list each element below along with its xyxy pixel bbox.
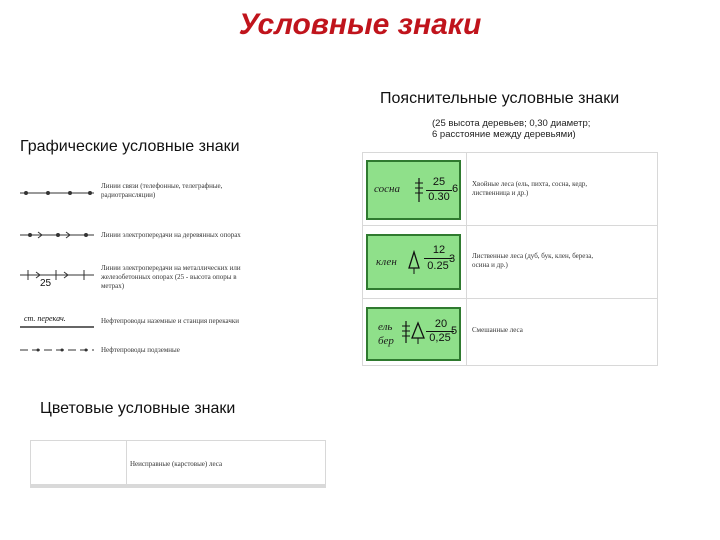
pole-height-value: 25 bbox=[40, 278, 52, 289]
species-label: сосна bbox=[374, 183, 400, 195]
oil-pipeline-underground-icon bbox=[18, 346, 96, 354]
species-label-2: бер bbox=[378, 335, 394, 347]
tree-spacing: 6 bbox=[451, 183, 459, 195]
communication-line-icon bbox=[18, 188, 96, 198]
legend-label: Линии связи (телефонные, телеграфные, радиотрансляции) bbox=[101, 182, 223, 199]
tree-spacing: 3 bbox=[448, 253, 456, 265]
power-line-metal-icon bbox=[18, 270, 96, 280]
tree-height: 12 bbox=[432, 244, 446, 256]
oil-pipeline-surface-icon bbox=[18, 324, 96, 330]
graphic-heading: Графические условные знаки bbox=[20, 138, 240, 155]
explanatory-note: (25 высота деревьев; 0,30 диаметр; 6 расстояние между деревьями) bbox=[432, 118, 591, 140]
mixed-description: Смешанные леса bbox=[472, 326, 523, 334]
species-label: ель bbox=[378, 321, 393, 333]
explanatory-heading: Пояснительные условные знаки bbox=[380, 90, 620, 107]
tree-height: 20 bbox=[434, 318, 448, 330]
tree-diameter: 0.30 bbox=[428, 191, 450, 203]
legend-label: Нефтепроводы подземные bbox=[101, 346, 180, 354]
species-label: клен bbox=[376, 256, 397, 268]
graphic-legend bbox=[18, 174, 258, 370]
color-legend-label: Неисправные (карстовые) леса bbox=[130, 460, 223, 468]
conifer-description: Хвойные леса (ель, пихта, сосна, кедр, лиственница и др.) bbox=[472, 180, 588, 197]
color-heading: Цветовые условные знаки bbox=[40, 400, 236, 417]
legend-label: Линии электропередачи на металлических или железобетонных опорах (25 - высота опоры в метрах) bbox=[101, 264, 241, 290]
deciduous-symbol bbox=[366, 234, 461, 290]
mixed-tree-icon bbox=[402, 321, 426, 345]
color-table bbox=[30, 440, 326, 490]
tree-diameter: 0.25 bbox=[427, 260, 449, 272]
pump-station-marker: ст. перекач. bbox=[24, 314, 66, 323]
deciduous-tree-icon bbox=[408, 250, 420, 274]
tree-spacing: 5 bbox=[450, 325, 458, 337]
legend-label: Нефтепроводы наземные и станция перекачки bbox=[101, 317, 240, 325]
page-title: Условные знаки bbox=[238, 8, 482, 41]
mixed-symbol bbox=[366, 307, 461, 361]
conifer-tree-icon bbox=[414, 178, 424, 202]
power-line-wooden-icon bbox=[18, 230, 96, 240]
deciduous-description: Лиственные леса (дуб, бук, клен, береза, осина и др.) bbox=[472, 252, 594, 269]
tree-diameter: 0,25 bbox=[429, 332, 451, 344]
explanatory-table bbox=[362, 152, 658, 366]
conifer-symbol bbox=[366, 160, 461, 220]
legend-label: Линии электропередачи на деревянных опорах bbox=[101, 231, 241, 239]
tree-height: 25 bbox=[432, 176, 446, 188]
